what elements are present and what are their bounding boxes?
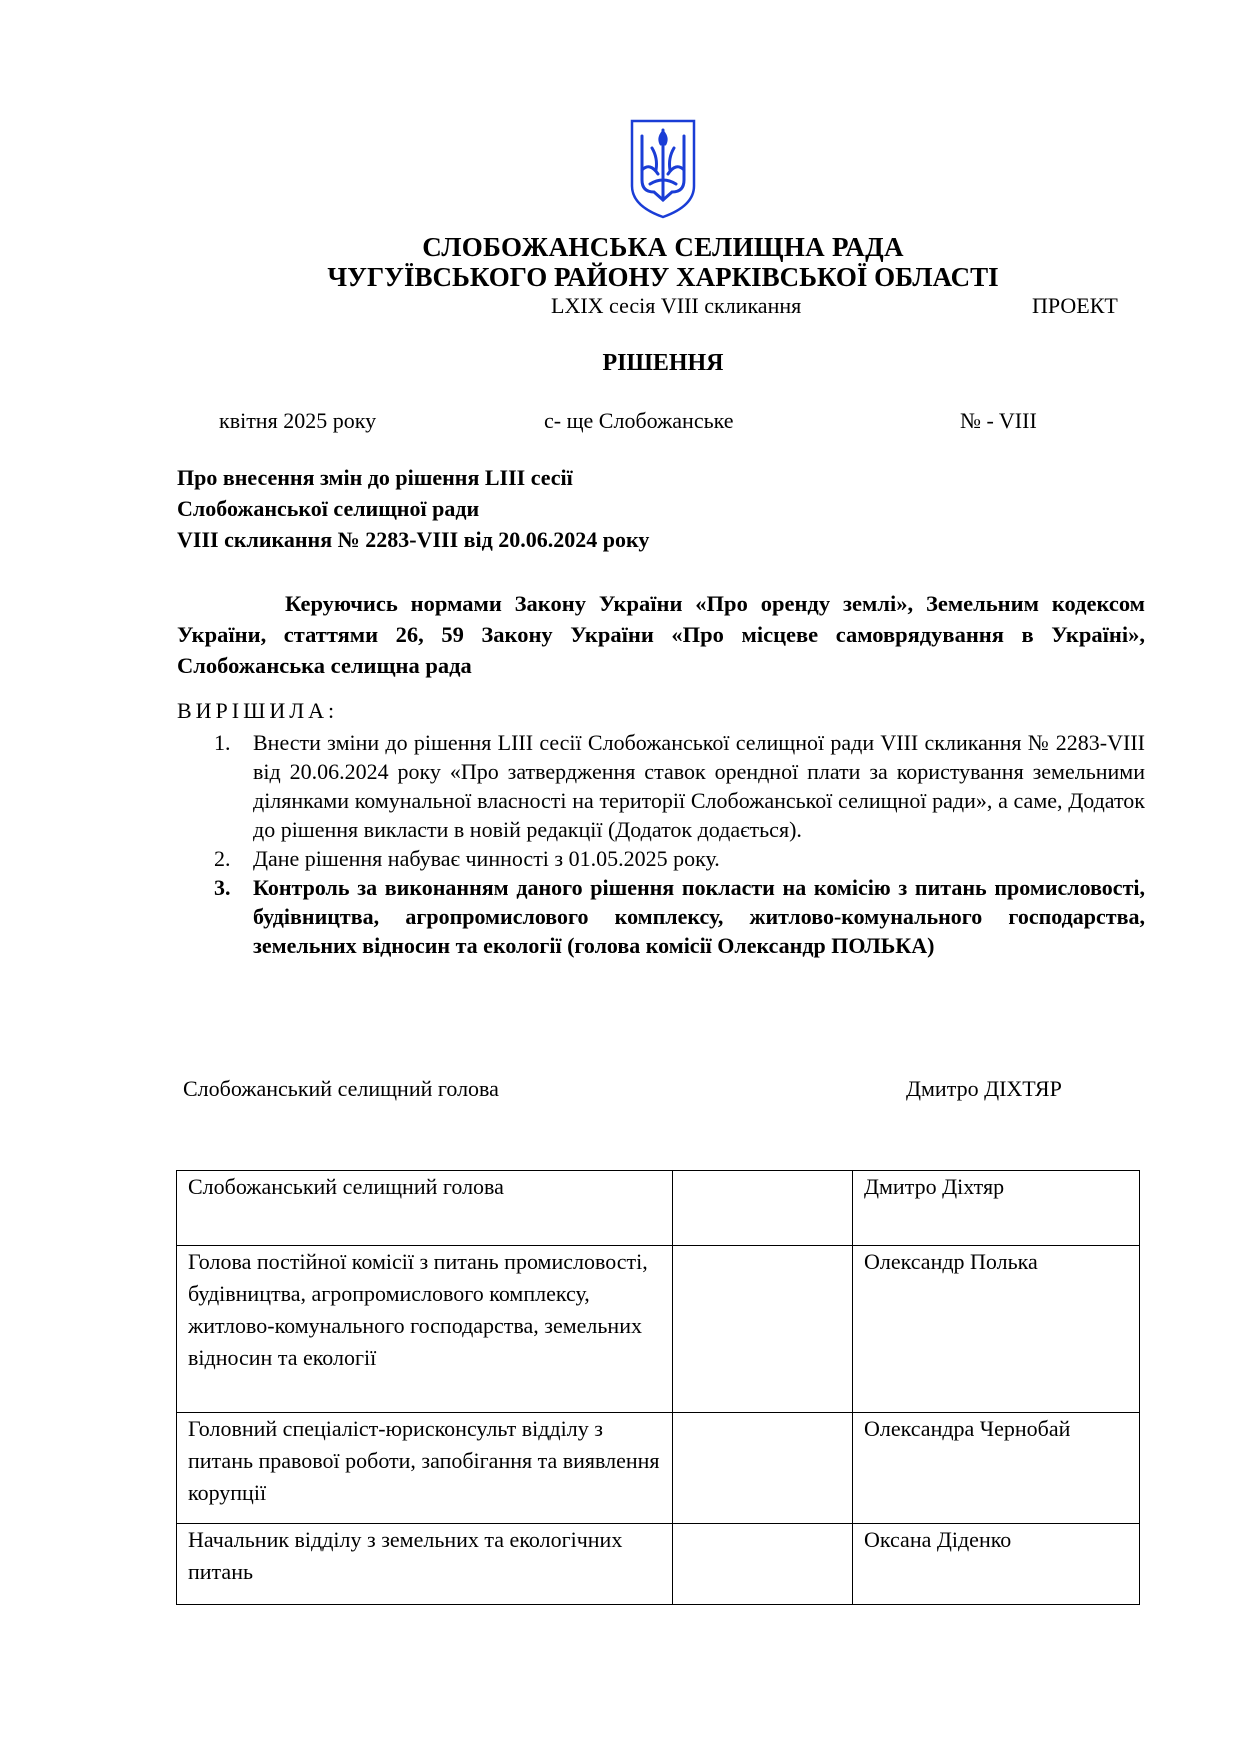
resolved-label: ВИРІШИЛА:: [177, 698, 339, 723]
signatory-name: Дмитро ДІХТЯР: [906, 1076, 1062, 1101]
item-text: Дане рішення набуває чинності з 01.05.2025 року.: [253, 846, 720, 871]
decision-date: квітня 2025 року: [219, 408, 377, 433]
list-item: [177, 728, 1145, 844]
list-item: [177, 873, 1145, 960]
name-cell: Оксана Діденко: [853, 1524, 1140, 1605]
session-info: LXIX сесія VIII скликання: [551, 293, 802, 318]
signature-cell: [673, 1171, 853, 1246]
signature-cell: [673, 1524, 853, 1605]
signature-cell: [673, 1246, 853, 1413]
name-cell: Олександра Чернобай: [853, 1413, 1140, 1524]
district-region-name: ЧУГУЇВСЬКОГО РАЙОНУ ХАРКІВСЬКОЇ ОБЛАСТІ: [327, 262, 999, 292]
decision-items: [177, 728, 1145, 960]
decision-number: № - VIII: [960, 408, 1037, 433]
subject-line: VIII скликання № 2283-VIII від 20.06.2024 року: [177, 527, 650, 552]
coat-of-arms-icon: [628, 118, 698, 220]
table-row: [177, 1246, 1140, 1413]
preamble: Керуючись нормами Закону України «Про оренду землі», Земельним кодексом України, статтями 26, 59 Закону України «Про місцеве самоврядування в Україні», Слобожанська селищна рада: [177, 591, 1145, 678]
list-item: [177, 844, 1145, 873]
name-cell: Олександр Полька: [853, 1246, 1140, 1413]
position-cell: Слобожанський селищний голова: [177, 1171, 673, 1246]
table-row: [177, 1171, 1140, 1246]
position-cell: Головний спеціаліст-юрисконсульт відділу з питань правової роботи, запобігання та виявлення корупції: [177, 1413, 673, 1524]
signature-cell: [673, 1413, 853, 1524]
subject-line: Про внесення змін до рішення LIII сесії: [177, 465, 573, 490]
item-number: 2.: [214, 846, 231, 871]
subject-line: Слобожанської селищної ради: [177, 496, 480, 521]
council-name: СЛОБОЖАНСЬКА СЕЛИЩНА РАДА: [422, 232, 904, 262]
item-number: 3.: [214, 875, 231, 900]
item-text: Внести зміни до рішення LIII сесії Слобожанської селищної ради VIII скликання № 2283-VIII від 20.06.2024 року «Про затвердження ставок орендної плати за користування земельними ділянками комунальної власності на території Слобожанської селищної ради», а саме, Додаток до рішення викласти в новій редакції (Додаток додається).: [253, 730, 1145, 842]
approval-table: [176, 1170, 1140, 1605]
name-cell: Дмитро Діхтяр: [853, 1171, 1140, 1246]
table-row: [177, 1413, 1140, 1524]
item-text: Контроль за виконанням даного рішення покласти на комісію з питань промисловості, будівництва, агропромислового комплексу, житлово-комунального господарства, земельних відносин та екології (голова комісії Олександр ПОЛЬКА): [253, 875, 1145, 958]
draft-mark: ПРОЕКТ: [1032, 293, 1118, 318]
decision-place: с- ще Слобожанське: [544, 408, 734, 433]
item-number: 1.: [214, 730, 231, 755]
signatory-title: Слобожанський селищний голова: [183, 1076, 499, 1101]
table-row: [177, 1524, 1140, 1605]
position-cell: Начальник відділу з земельних та екологічних питань: [177, 1524, 673, 1605]
position-cell: Голова постійної комісії з питань промисловості, будівництва, агропромислового комплексу, житлово-комунального господарства, земельних відносин та екології: [177, 1246, 673, 1413]
document-type: РІШЕННЯ: [602, 350, 724, 376]
